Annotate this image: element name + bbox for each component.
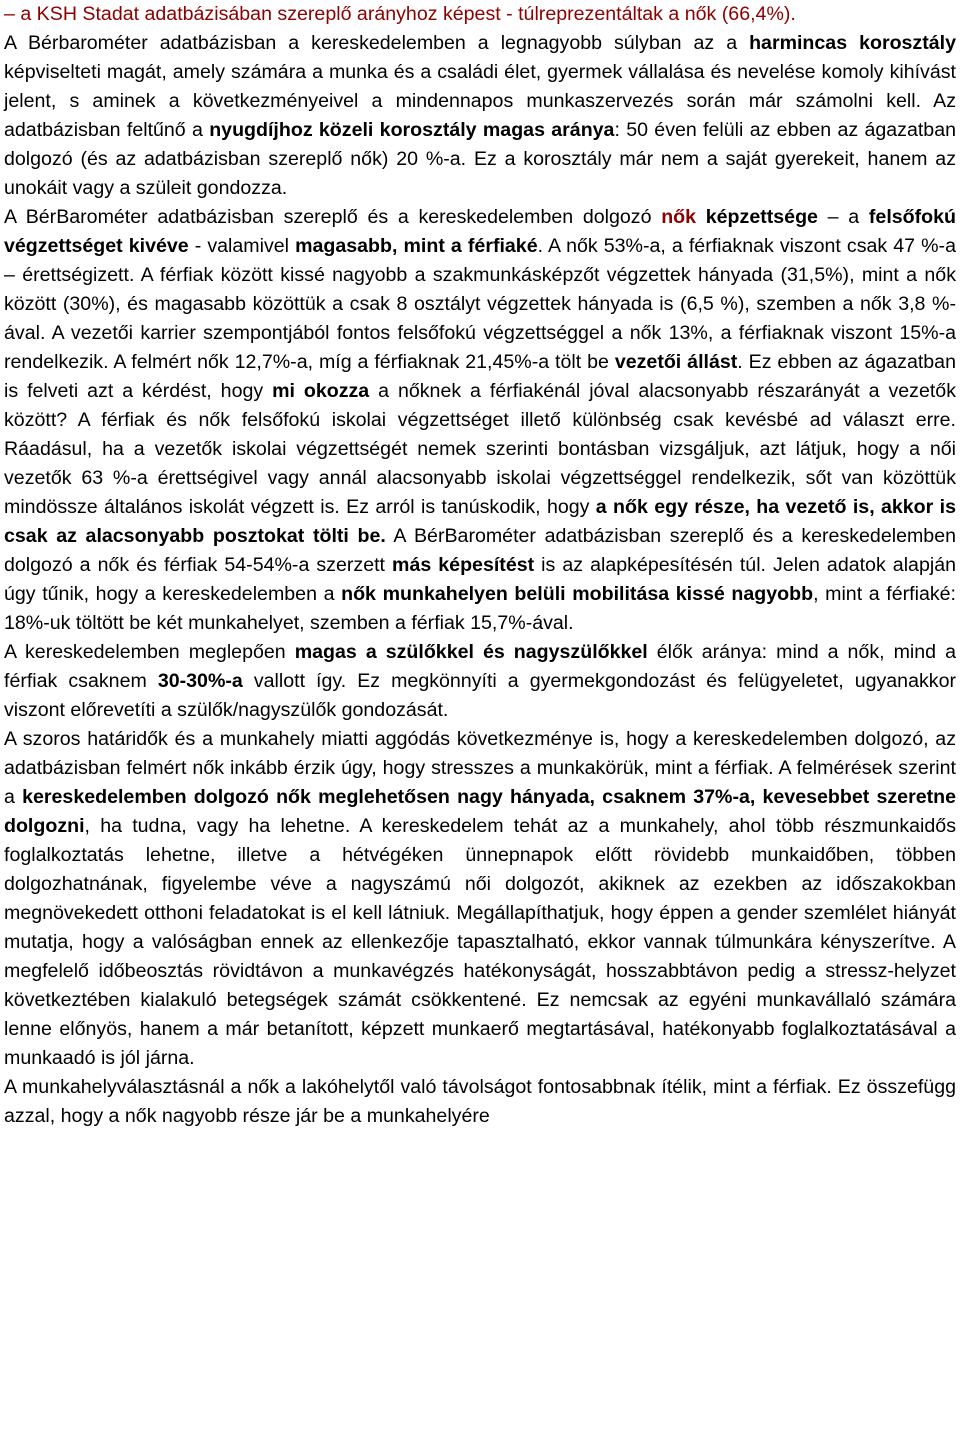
text-run: képviselteti magát, amely számára a munka és a családi élet, gyermek vállalása és nevelése komoly kihívást jelent, s aminek a következményeivel a mindennapos munkaszervezés során már számolni kell. <box>4 61 956 112</box>
text-run: harmincas korosztály <box>749 32 956 54</box>
paragraph <box>4 29 956 203</box>
text-run: magas a szülőkkel és nagyszülőkkel <box>294 641 648 663</box>
text-run: vezetői állást <box>614 351 738 373</box>
text-run: A szoros határidők és a munkahely miatti aggódás következménye is, hogy a kereskedelemben dolgozó, az adatbázisban felmért nők inkább érzik úgy, hogy stresszes a munkakörük, mint a férfiak. A felmérések szerint a <box>4 728 956 808</box>
text-run: vallott így. Ez megkönnyíti a gyermekgondozást és felügyeletet, ugyanakkor viszont előrevetíti a szülők/nagyszülők gondozását. <box>4 670 956 721</box>
text-run: . A nők 53%-a, a férfiaknak viszont csak 47 %-a – érettségizett. A férfiak között kissé nagyobb a szakmunkásképzőt végzettek hányada (31,5%), mint a nők között (30%), és magasabb közöttük a csak 8 osztályt végzettek hányada is (6,5 %), szemben a nők 3,8 %-ával. A vezetői karrier szempontjából fontos felsőfokú végzettséggel a nők 13%, a férfiaknak viszont 15%-a rendelkezik. A felmért nők 12,7%-a, míg a férfiaknak 21,45%-a tölt be <box>4 235 956 373</box>
text-run: A BérBarométer adatbázisban szereplő és a kereskedelemben dolgozó a nők és férfiak 54-54%-a szerzett <box>4 525 956 576</box>
text-run: Az adatbázisban feltűnő a <box>4 90 957 141</box>
text-run: A munkahelyválasztásnál a nők a lakóhelytől való távolságot fontosabbnak ítélik, mint a férfiak. Ez összefügg azzal, hogy a nők nagyobb része jár be a munkahelyére <box>4 1076 956 1127</box>
paragraph <box>4 0 956 29</box>
text-run: nyugdíjhoz közeli korosztály magas aránya <box>209 119 615 141</box>
text-run: felsőfokú végzettséget kivéve <box>4 206 956 257</box>
text-run: más képesítést <box>392 554 535 576</box>
text-run: a nőknek a férfiakénál jóval alacsonyabb részarányát a vezetők között? A férfiak és nők felsőfokú iskolai végzettséget illető különbség csak kevésbé ad választ erre. Ráadásul, ha a vezetők iskolai végzettségét nemek szerinti bontásban vizsgáljuk, azt látjuk, hogy a női vezetők 63 %-a érettségivel vagy annál alacsonyabb iskolai végzettséggel rendelkezik, sőt van közöttük mindössze általános iskolát végzett is. Ez arról is tanúskodik, hogy <box>4 380 957 518</box>
text-run: mi okozza <box>272 380 370 402</box>
text-run: - valamivel <box>188 235 296 257</box>
text-run: A kereskedelemben meglepően <box>4 641 295 663</box>
paragraph <box>4 203 956 638</box>
text-run: magasabb, mint a férfiaké <box>295 235 538 257</box>
text-run: 30-30%-a <box>157 670 243 692</box>
paragraph <box>4 725 956 1073</box>
text-run: : 50 éven felüli az ebben az ágazatban dolgozó (és az adatbázisban szereplő nők) 20 %-a. Ez a korosztály már nem a saját gyerekeit, hanem az unokáit vagy a szüleit gondozza. <box>4 119 956 199</box>
text-run: , ha tudna, vagy ha lehetne. A kereskedelem tehát az a munkahely, ahol több részmunkaidős foglalkoztatás lehetne, illetve a hétvégéken ünnepnapok előtt rövidebb munkaidőben, többen dolgozhatnának, figyelembe véve a nagyszámú női dolgozót, akiknek az ezekben az időszakokban megnövekedett otthoni feladatokat is el kell látniuk. Megállapíthatjuk, hogy éppen a gender szemlélet hiányát mutatja, hogy a valóságban ennek az ellenkezője tapasztalható, ekkor vannak túlmunkára kényszerítve. A megfelelő időbeosztás rövidtávon a munkavégzés hatékonyságát, hosszabbtávon pedig a stressz-helyzet következtében kialakuló betegségek számát csökkentené. Ez nemcsak az egyéni munkavállaló számára lenne előnyös, hanem a már betanított, képzett munkaerő megtartásával, hatékonyabb foglalkoztatásával a munkaadó is jól járna. <box>4 815 956 1069</box>
paragraph <box>4 1073 956 1131</box>
text-run: A Bérbarométer adatbázisban a kereskedelemben a legnagyobb súlyban az a <box>4 32 750 54</box>
text-run: kereskedelemben dolgozó nők meglehetősen nagy hányada, csaknem 37%-a, kevesebbet szeretne dolgozni <box>4 786 956 837</box>
text-run: is az alapképesítésén túl. Jelen adatok alapján úgy tűnik, hogy a kereskedelemben a <box>4 554 956 605</box>
text-run: a nők egy része, ha vezető is, akkor is csak az alacsonyabb posztokat tölti be. <box>4 496 956 547</box>
text-run: A BérBarométer adatbázisban szereplő és a kereskedelemben dolgozó <box>4 206 662 228</box>
text-run: nők munkahelyen belüli mobilitása kissé nagyobb <box>341 583 814 605</box>
text-run <box>696 206 706 228</box>
text-run: képzettsége <box>705 206 818 228</box>
text-run: nők <box>661 206 697 228</box>
text-run: , mint a férfiaké: 18%-uk töltött be két munkahelyet, szemben a férfiak 15,7%-ával. <box>4 583 956 634</box>
paragraph <box>4 638 956 725</box>
text-run: – a <box>817 206 869 228</box>
text-run: . Ez ebben az ágazatban is felveti azt a kérdést, hogy <box>4 351 956 402</box>
text-run: – a KSH Stadat adatbázisában szereplő arányhoz képest - túlreprezentáltak a nők (66,4%). <box>4 3 796 25</box>
text-run: élők aránya: mind a nők, mind a férfiak csaknem <box>4 641 957 692</box>
